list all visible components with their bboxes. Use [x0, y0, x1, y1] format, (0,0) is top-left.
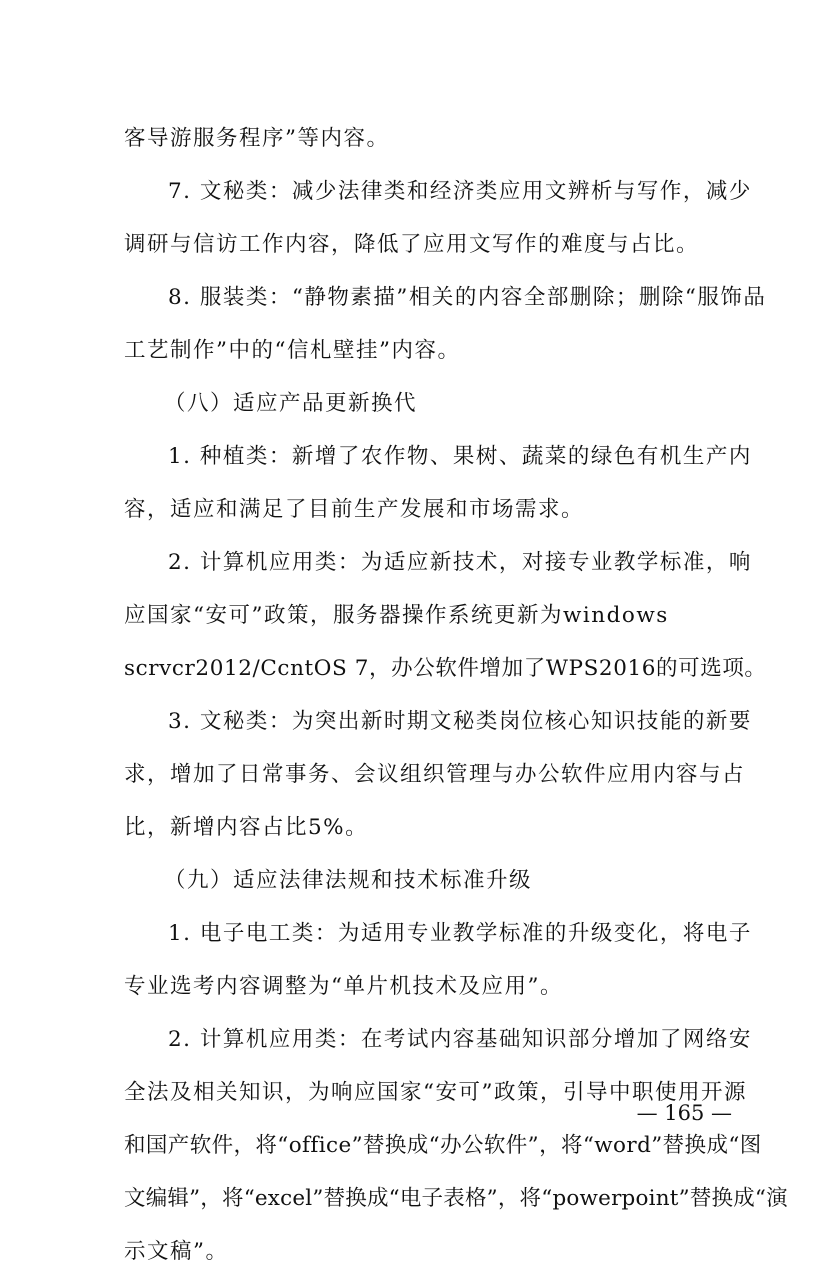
- text-line: 应国家“安可”政策，服务器操作系统更新为windows: [124, 603, 669, 628]
- text-line: 示文稿”。: [124, 1239, 229, 1264]
- text-line: 全法及相关知识，为响应国家“安可”政策，引导中职使用开源: [124, 1080, 747, 1105]
- text-line: 文编辑”，将“excel”替换成“电子表格”，将“powerpoint”替换成“演: [124, 1186, 788, 1211]
- section-heading: （八）适应产品更新换代: [164, 391, 418, 416]
- text-line: 2. 计算机应用类：为适应新技术，对接专业教学标准，响: [168, 550, 752, 575]
- text-line: 客导游服务程序”等内容。: [124, 126, 390, 151]
- page-number: — 165 —: [636, 1101, 732, 1125]
- text-line: 2. 计算机应用类：在考试内容基础知识部分增加了网络安: [168, 1027, 752, 1052]
- text-line: 求，增加了日常事务、会议组织管理与办公软件应用内容与占: [124, 762, 746, 787]
- text-line: 比，新增内容占比5%。: [124, 815, 369, 840]
- text-line: 8. 服装类：“静物素描”相关的内容全部删除；删除“服饰品: [168, 285, 767, 310]
- text-line: 1. 电子电工类：为适用专业教学标准的升级变化，将电子: [168, 921, 752, 946]
- section-heading: （九）适应法律法规和技术标准升级: [164, 868, 533, 893]
- text-line: 工艺制作”中的“信札壁挂”内容。: [124, 338, 461, 363]
- text-line: 和国产软件，将“office”替换成“办公软件”，将“word”替换成“图: [124, 1133, 762, 1158]
- text-line: 调研与信访工作内容，降低了应用文写作的难度与占比。: [124, 232, 700, 257]
- text-line: 3. 文秘类：为突出新时期文秘类岗位核心知识技能的新要: [168, 709, 752, 734]
- text-line: scrvcr2012/CcntOS 7，办公软件增加了WPS2016的可选项。: [124, 656, 767, 681]
- text-line: 专业选考内容调整为“单片机技术及应用”。: [124, 974, 563, 999]
- text-line: 1. 种植类：新增了农作物、果树、蔬菜的绿色有机生产内: [168, 444, 752, 469]
- text-line: 容，适应和满足了目前生产发展和市场需求。: [124, 497, 585, 522]
- text-line: 7. 文秘类：减少法律类和经济类应用文辨析与写作，减少: [168, 179, 752, 204]
